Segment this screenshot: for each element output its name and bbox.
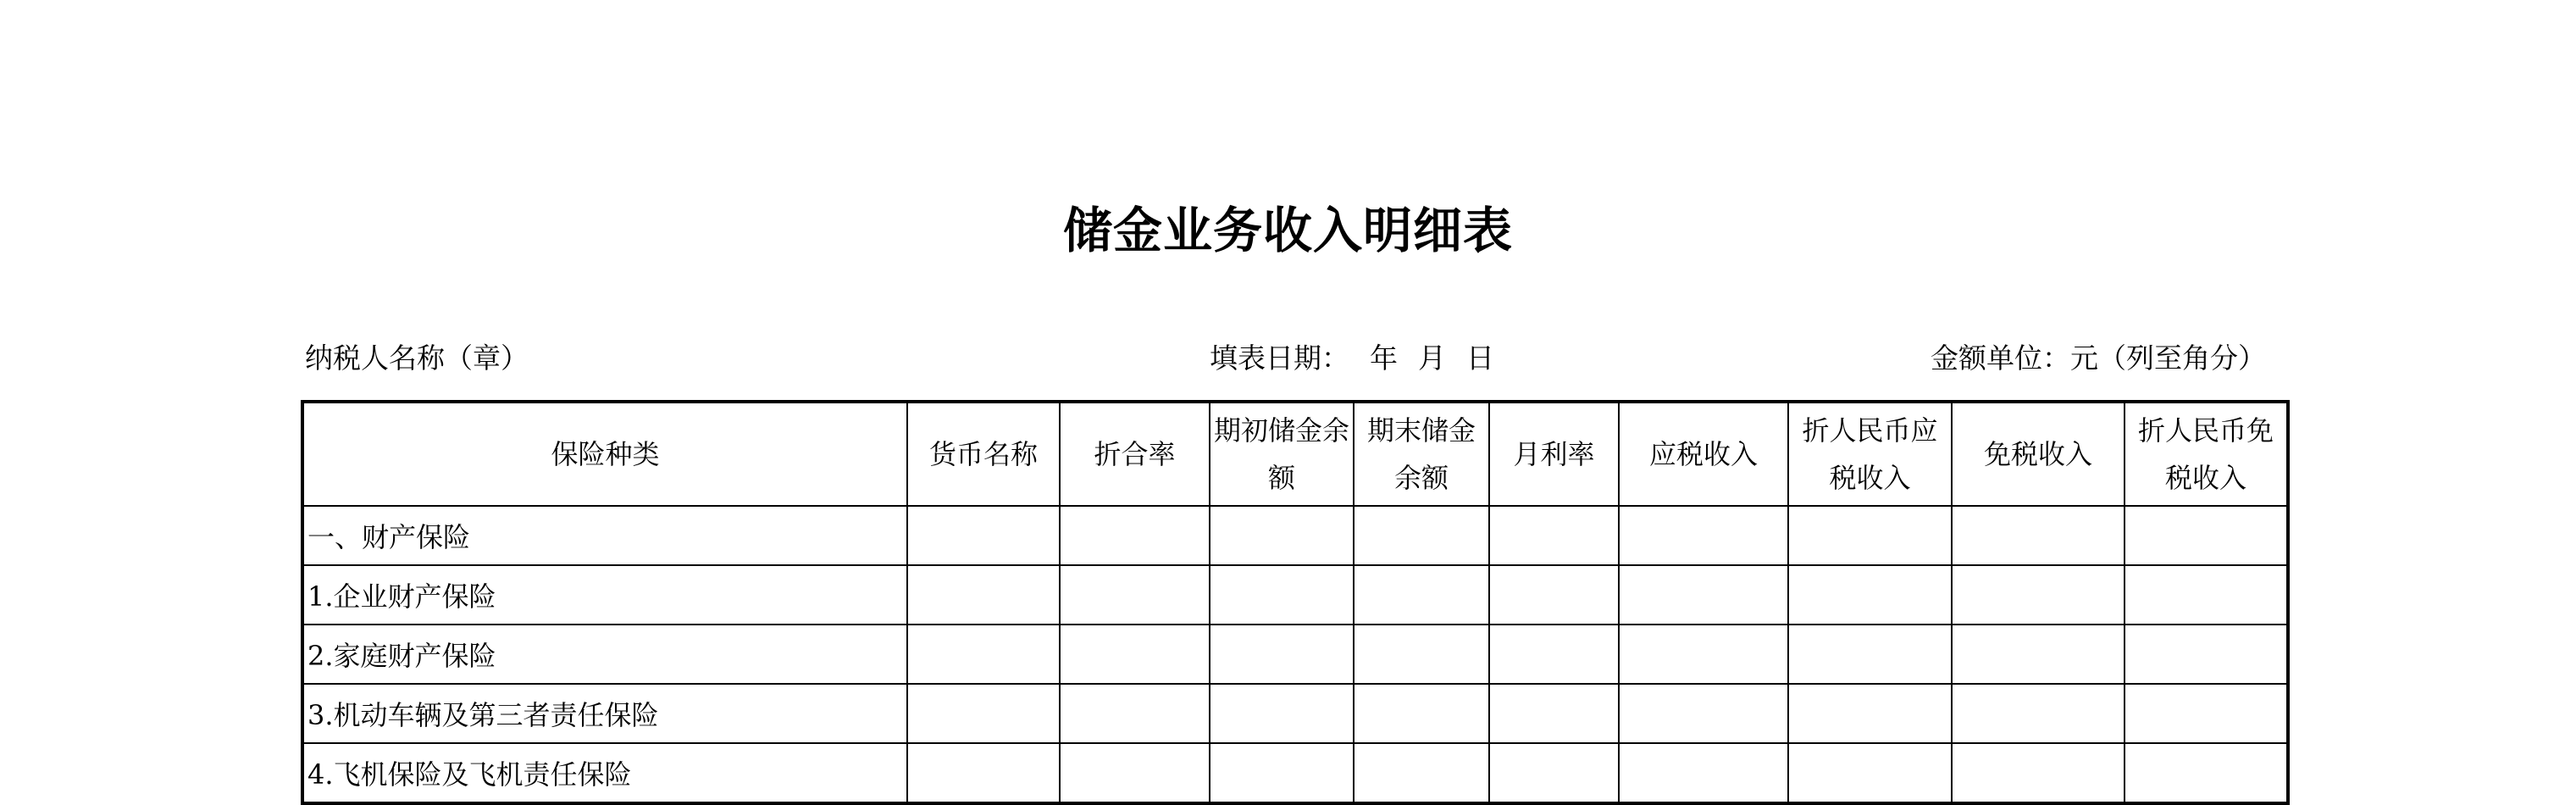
table-header-row bbox=[302, 402, 2288, 506]
amount-unit-label: 金额单位：元（列至角分） bbox=[1931, 341, 2266, 375]
header-taxable-income: 应税收入 bbox=[1619, 402, 1788, 506]
table-cell[interactable] bbox=[1210, 743, 1354, 803]
table-row bbox=[302, 565, 2288, 625]
taxpayer-name-label: 纳税人名称（章） bbox=[305, 341, 529, 375]
header-exempt-income: 免税收入 bbox=[1952, 402, 2125, 506]
header-closing-balance bbox=[1354, 402, 1489, 506]
table-cell[interactable] bbox=[1952, 684, 2125, 743]
header-rmb-taxable-income-text: 折人民币应税收入 bbox=[1802, 414, 1938, 494]
row-label: 1.企业财产保险 bbox=[302, 565, 907, 625]
table-cell[interactable] bbox=[1060, 625, 1210, 684]
table-cell[interactable] bbox=[1354, 565, 1489, 625]
table-cell[interactable] bbox=[907, 684, 1060, 743]
header-opening-balance-text: 期初储金余额 bbox=[1213, 414, 1349, 494]
table-cell[interactable] bbox=[1619, 565, 1788, 625]
table-cell[interactable] bbox=[2125, 684, 2288, 743]
table-cell[interactable] bbox=[2125, 565, 2288, 625]
table-cell[interactable] bbox=[907, 743, 1060, 803]
header-closing-balance-text: 期末储金余额 bbox=[1366, 414, 1476, 494]
document-title: 储金业务收入明细表 bbox=[1062, 202, 1513, 259]
table-cell[interactable] bbox=[1210, 625, 1354, 684]
table-cell[interactable] bbox=[1788, 625, 1952, 684]
row-label: 一、财产保险 bbox=[302, 506, 907, 565]
table-row bbox=[302, 625, 2288, 684]
header-rmb-exempt-income bbox=[2125, 402, 2288, 506]
table-cell[interactable] bbox=[1060, 565, 1210, 625]
table-cell[interactable] bbox=[1354, 684, 1489, 743]
table-cell[interactable] bbox=[1354, 625, 1489, 684]
row-label: 3.机动车辆及第三者责任保险 bbox=[302, 684, 907, 743]
table-cell[interactable] bbox=[1952, 506, 2125, 565]
header-opening-balance bbox=[1210, 402, 1354, 506]
table-cell[interactable] bbox=[907, 565, 1060, 625]
table-cell[interactable] bbox=[2125, 743, 2288, 803]
table-cell[interactable] bbox=[1619, 684, 1788, 743]
date-month-label: 月 bbox=[1418, 341, 1446, 375]
table-cell[interactable] bbox=[1619, 506, 1788, 565]
table-cell[interactable] bbox=[1210, 565, 1354, 625]
table-cell[interactable] bbox=[1354, 743, 1489, 803]
table-cell[interactable] bbox=[2125, 506, 2288, 565]
table-cell[interactable] bbox=[1788, 565, 1952, 625]
header-conversion-rate: 折合率 bbox=[1060, 402, 1210, 506]
fill-date bbox=[1210, 339, 1494, 378]
table-cell[interactable] bbox=[1619, 625, 1788, 684]
table-cell[interactable] bbox=[1060, 506, 1210, 565]
table-cell[interactable] bbox=[1952, 625, 2125, 684]
table-cell[interactable] bbox=[1619, 743, 1788, 803]
header-insurance-type: 保险种类 bbox=[302, 402, 907, 506]
header-monthly-rate: 月利率 bbox=[1489, 402, 1619, 506]
date-year-label: 年 bbox=[1370, 341, 1398, 375]
header-rmb-taxable-income bbox=[1788, 402, 1952, 506]
table-cell[interactable] bbox=[1952, 743, 2125, 803]
table-row bbox=[302, 684, 2288, 743]
table-cell[interactable] bbox=[1489, 565, 1619, 625]
table-cell[interactable] bbox=[1788, 684, 1952, 743]
table-row bbox=[302, 506, 2288, 565]
table-cell[interactable] bbox=[2125, 625, 2288, 684]
header-currency-name: 货币名称 bbox=[907, 402, 1060, 506]
table-cell[interactable] bbox=[1489, 506, 1619, 565]
header-rmb-exempt-income-text: 折人民币免税收入 bbox=[2137, 414, 2274, 494]
table-cell[interactable] bbox=[1489, 743, 1619, 803]
table-row bbox=[302, 743, 2288, 803]
table-cell[interactable] bbox=[1210, 684, 1354, 743]
date-day-label: 日 bbox=[1466, 341, 1494, 375]
table-cell[interactable] bbox=[1489, 625, 1619, 684]
row-label: 2.家庭财产保险 bbox=[302, 625, 907, 684]
table-cell[interactable] bbox=[907, 506, 1060, 565]
table-cell[interactable] bbox=[1210, 506, 1354, 565]
row-label: 4.飞机保险及飞机责任保险 bbox=[302, 743, 907, 803]
table-cell[interactable] bbox=[907, 625, 1060, 684]
table-cell[interactable] bbox=[1060, 684, 1210, 743]
table-cell[interactable] bbox=[1788, 506, 1952, 565]
income-detail-table bbox=[301, 400, 2290, 805]
table-cell[interactable] bbox=[1354, 506, 1489, 565]
table-cell[interactable] bbox=[1489, 684, 1619, 743]
table-cell[interactable] bbox=[1788, 743, 1952, 803]
table-cell[interactable] bbox=[1060, 743, 1210, 803]
fill-date-label: 填表日期： bbox=[1210, 341, 1349, 375]
table-cell[interactable] bbox=[1952, 565, 2125, 625]
